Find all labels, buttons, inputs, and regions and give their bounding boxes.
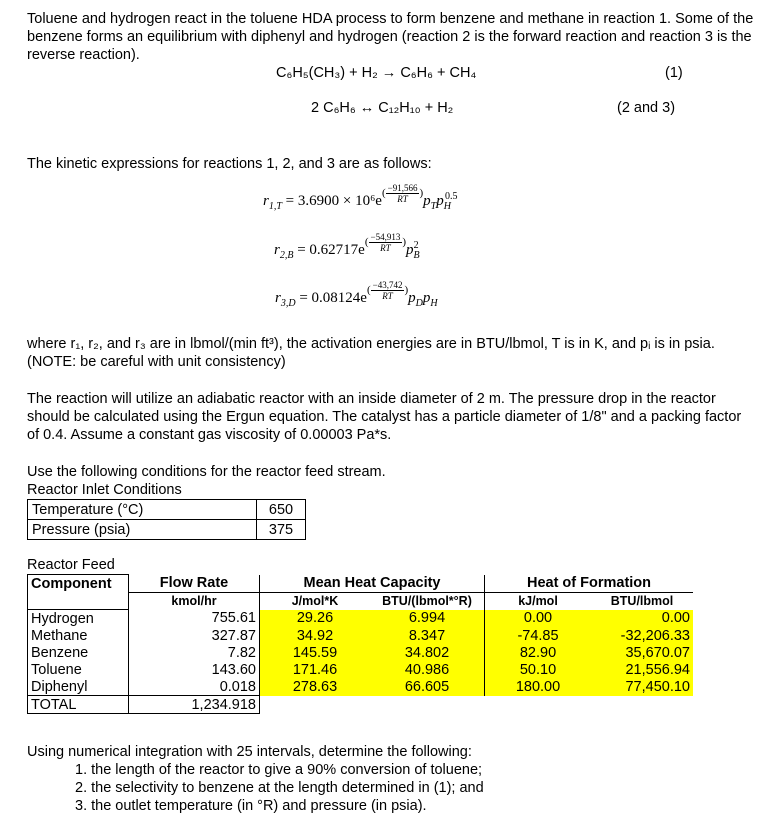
feed-hf-eng: -32,206.33	[591, 627, 693, 644]
unit-flow: kmol/hr	[129, 592, 260, 610]
rate-expression-2: $r_{2,B} = 0.62717e$( $\frac{-54,913}{RT}$ )$p_B^2$	[274, 231, 420, 261]
feed-hf-eng: 0.00	[591, 610, 693, 628]
feed-hf-si: 50.10	[485, 661, 592, 678]
feed-component: Methane	[28, 627, 129, 644]
feed-title: Reactor Feed	[27, 557, 115, 573]
table-row	[28, 575, 694, 593]
feed-cp-eng: 66.605	[370, 678, 485, 696]
header-heat-capacity: Mean Heat Capacity	[260, 575, 485, 593]
rate-expression-3: $r_{3,D} = 0.08124e$( $\frac{-43,742}{RT}$ )$p_Dp_H$	[275, 280, 438, 310]
unit-hf-si: kJ/mol	[485, 592, 592, 610]
list-item: 2. the selectivity to benzene at the length determined in (1); and	[75, 780, 484, 796]
intro-paragraph: Toluene and hydrogen react in the toluene HDA process to form benzene and methane in reaction 1. Some of the benzene forms an equilibrium with diphenyl and hydrogen (reaction 2 is the forward reaction and reaction 3 is the reverse reaction).	[27, 11, 754, 63]
feed-cp-eng: 8.347	[370, 627, 485, 644]
inlet-label: Temperature (°C)	[28, 500, 257, 520]
table-row	[28, 627, 694, 644]
feed-flow: 755.61	[129, 610, 260, 628]
inlet-value: 650	[257, 500, 306, 520]
kinetics-intro: The kinetic expressions for reactions 1, 2, and 3 are as follows:	[27, 156, 432, 172]
unit-hf-eng: BTU/lbmol	[591, 592, 693, 610]
feed-component: Hydrogen	[28, 610, 129, 628]
task-intro: Using numerical integration with 25 intervals, determine the following:	[27, 744, 472, 760]
unit-cp-eng: BTU/(lbmol*°R)	[370, 592, 485, 610]
feed-hf-eng: 77,450.10	[591, 678, 693, 696]
feed-hf-si: 82.90	[485, 644, 592, 661]
feed-flow: 143.60	[129, 661, 260, 678]
units-note: where r₁, r₂, and r₃ are in lbmol/(min ft³), the activation energies are in BTU/lbmol, T is in K, and pᵢ is in psia. (NOTE: be careful with unit consistency)	[27, 336, 715, 370]
reaction-1-number: (1)	[665, 65, 683, 81]
inlet-label: Pressure (psia)	[28, 520, 257, 540]
reaction-2-3-equation: 2 C₆H₆ ↔ C₁₂H₁₀ + H₂	[311, 100, 454, 116]
units-spacer	[28, 592, 129, 610]
feed-cp-eng: 6.994	[370, 610, 485, 628]
reactor-feed-table	[27, 574, 693, 714]
feed-cp-si: 29.26	[260, 610, 371, 628]
list-item: 3. the outlet temperature (in °R) and pressure (in psia).	[75, 798, 427, 814]
feed-hf-si: -74.85	[485, 627, 592, 644]
feed-flow: 7.82	[129, 644, 260, 661]
feed-flow: 327.87	[129, 627, 260, 644]
feed-hf-si: 0.00	[485, 610, 592, 628]
table-row	[28, 610, 694, 628]
feed-cp-si: 171.46	[260, 661, 371, 678]
total-flow: 1,234.918	[129, 696, 260, 714]
inlet-value: 375	[257, 520, 306, 540]
table-row	[28, 500, 306, 520]
feed-cp-si: 145.59	[260, 644, 371, 661]
reaction-1-equation: C₆H₅(CH₃) + H₂ → C₆H₆ + CH₄	[276, 65, 477, 81]
feed-component: Toluene	[28, 661, 129, 678]
inlet-conditions-table	[27, 499, 306, 540]
feed-component: Diphenyl	[28, 678, 129, 696]
table-row	[28, 644, 694, 661]
feed-flow: 0.018	[129, 678, 260, 696]
feed-intro: Use the following conditions for the reactor feed stream.	[27, 464, 386, 480]
header-heat-of-formation: Heat of Formation	[526, 575, 652, 591]
rate-expression-1: $r_{1,T} = 3.6900 \times 10^6e$( $\frac{-91,566}{RT}$ )$p_Tp_H^{0.5}$	[263, 182, 458, 212]
feed-cp-eng: 40.986	[370, 661, 485, 678]
reactor-description: The reaction will utilize an adiabatic reactor with an inside diameter of 2 m. The pressure drop in the reactor should be calculated using the Ergun equation. The catalyst has a particle diameter of 1/8" and a packing factor of 0.4. Assume a constant gas viscosity of 0.00003 Pa*s.	[27, 391, 742, 443]
table-row	[28, 661, 694, 678]
total-spacer	[260, 696, 694, 714]
table-row	[28, 592, 694, 610]
feed-cp-si: 278.63	[260, 678, 371, 696]
feed-hf-si: 180.00	[485, 678, 592, 696]
total-label: TOTAL	[28, 696, 129, 714]
reaction-2-3-number: (2 and 3)	[617, 100, 676, 116]
inlet-title: Reactor Inlet Conditions	[27, 482, 182, 498]
table-row	[28, 678, 694, 696]
list-item: 1. the length of the reactor to give a 90% conversion of toluene;	[75, 762, 483, 778]
table-row	[28, 696, 694, 714]
feed-hf-eng: 21,556.94	[591, 661, 693, 678]
header-component: Component	[28, 575, 129, 593]
header-flow: Flow Rate	[129, 575, 260, 593]
feed-hf-eng: 35,670.07	[591, 644, 693, 661]
task-list	[75, 761, 484, 815]
feed-cp-si: 34.92	[260, 627, 371, 644]
table-row	[28, 520, 306, 540]
unit-cp-si: J/mol*K	[260, 592, 371, 610]
feed-cp-eng: 34.802	[370, 644, 485, 661]
feed-component: Benzene	[28, 644, 129, 661]
